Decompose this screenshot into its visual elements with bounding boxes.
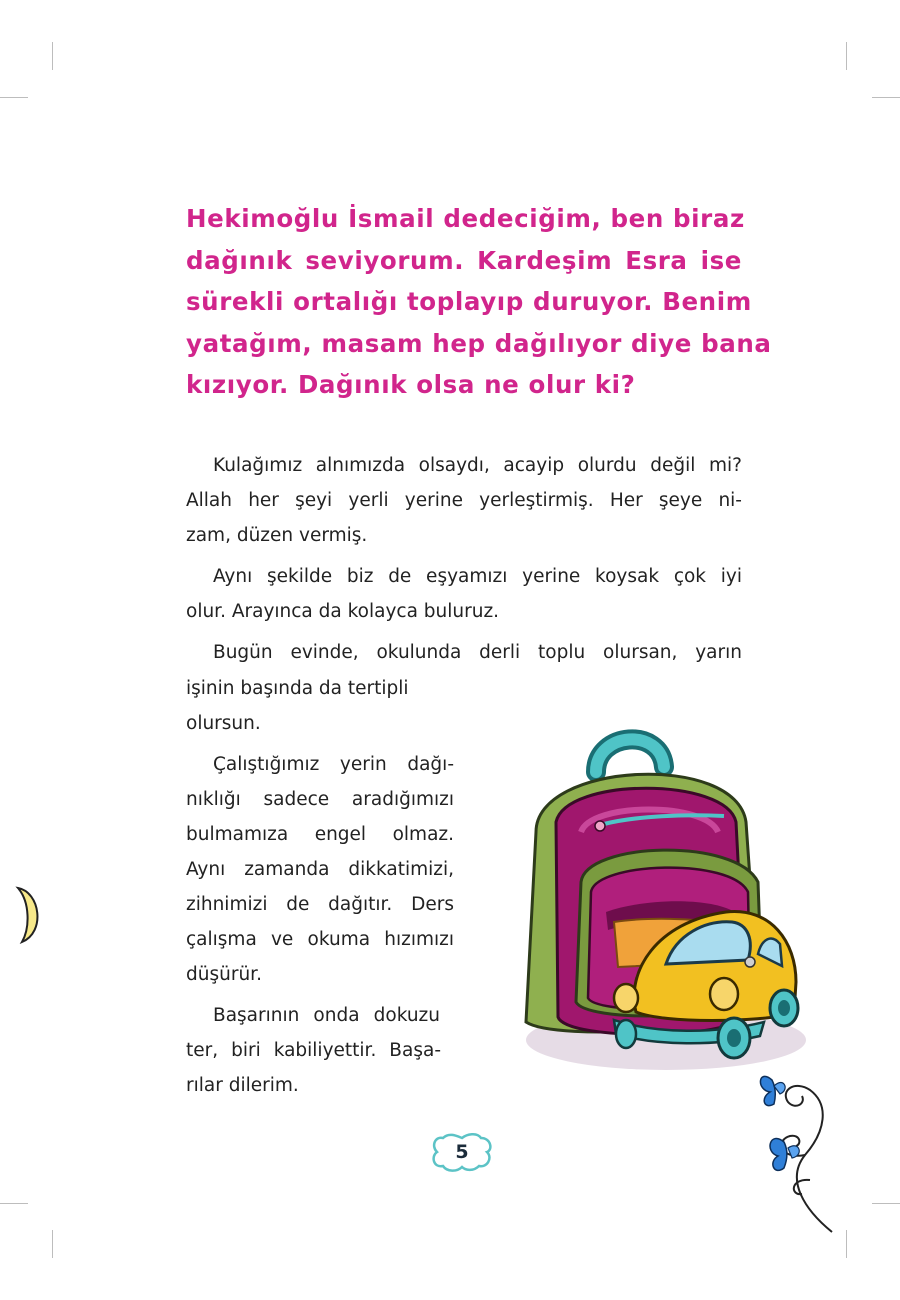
answer-line: çalışma ve okuma hızımızı [186, 929, 454, 950]
answer-line: işinin başında da tertipli [186, 678, 409, 699]
page-number: 5 [455, 1141, 469, 1163]
question-line: yatağım, masam hep dağılıyor diye bana [186, 328, 772, 358]
question-line: dağınık seviyorum. Kardeşim Esra ise [186, 245, 742, 275]
butterfly-vine-icon [750, 1060, 840, 1235]
answer-line: olursun. [186, 713, 261, 734]
answer-line: Allah her şeyi yerli yerine yerleştirmiş. Her şeye ni- [186, 490, 742, 511]
answer-line: düşürür. [186, 964, 262, 985]
answer-line: zam, düzen vermiş. [186, 525, 368, 546]
crop-mark [872, 97, 900, 98]
crop-mark [0, 97, 28, 98]
answer-line: Bugün evinde, okulunda derli toplu olursan, yarın [213, 642, 742, 663]
answer-line: rılar dilerim. [186, 1075, 299, 1096]
answer-line: nıklığı sadece aradığımızı [186, 789, 454, 810]
crop-mark [0, 1203, 28, 1204]
answer-line: Aynı zamanda dikkatimizi, [186, 859, 454, 880]
crop-mark [872, 1203, 900, 1204]
answer-line: zihnimizi de dağıtır. Ders [186, 894, 454, 915]
crop-mark [52, 42, 53, 70]
page-number-badge [431, 1132, 493, 1172]
crop-mark [52, 1230, 53, 1258]
answer-line: Başarının onda dokuzu [213, 1005, 440, 1026]
crop-mark [846, 1230, 847, 1258]
answer-line: Aynı şekilde biz de eşyamızı yerine koysak çok iyi [213, 566, 742, 587]
question-block [186, 198, 772, 406]
answer-line: olur. Arayınca da kolayca buluruz. [186, 601, 500, 622]
answer-line: ter, biri kabiliyettir. Başa- [186, 1040, 441, 1061]
answer-line: Çalıştığımız yerin dağı- [213, 754, 454, 775]
half-moon-icon [0, 880, 50, 950]
backpack-illustration [496, 722, 816, 1082]
answer-line: bulmamıza engel olmaz. [186, 824, 454, 845]
crop-mark [846, 42, 847, 70]
answer-wide-block [186, 448, 742, 670]
answer-line: Kulağımız alnımızda olsaydı, acayip olurdu değil mi? [213, 455, 742, 476]
question-line: Hekimoğlu İsmail dedeciğim, ben biraz [186, 204, 745, 233]
question-line: sürekli ortalığı toplayıp duruyor. Benim [186, 287, 752, 316]
answer-narrow-block [186, 671, 454, 1103]
question-line: kızıyor. Dağınık olsa ne olur ki? [186, 370, 636, 399]
